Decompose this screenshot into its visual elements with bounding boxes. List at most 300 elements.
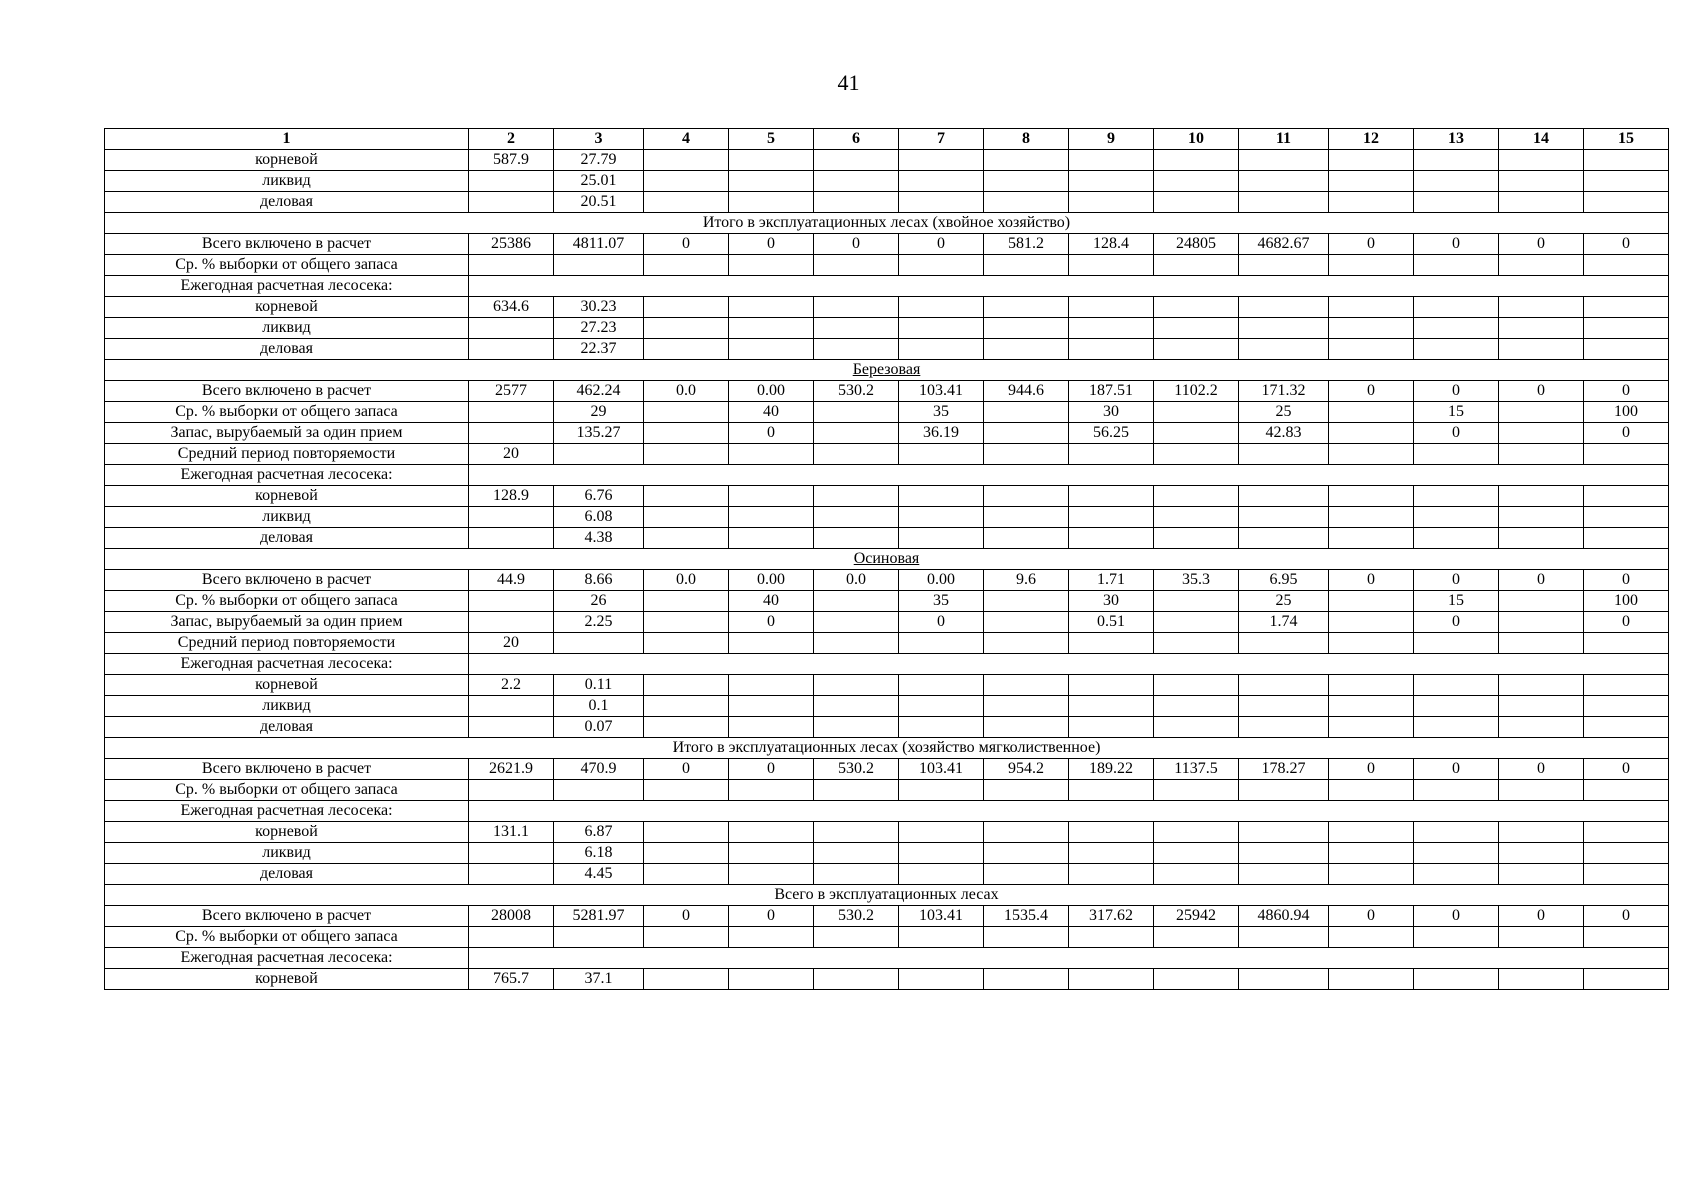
- table-cell: 0.0: [644, 570, 729, 591]
- table-cell: [1584, 297, 1669, 318]
- table-cell: [1499, 402, 1584, 423]
- table-cell: [729, 444, 814, 465]
- table-cell: [984, 297, 1069, 318]
- table-cell: 0: [729, 759, 814, 780]
- table-cell: [644, 969, 729, 990]
- table-cell: 103.41: [899, 906, 984, 927]
- table-cell: [1584, 675, 1669, 696]
- table-cell: [1069, 297, 1154, 318]
- row-label: Ср. % выборки от общего запаса: [105, 591, 469, 612]
- table-cell: [814, 864, 899, 885]
- row-label: ликвид: [105, 843, 469, 864]
- row-label: Всего включено в расчет: [105, 381, 469, 402]
- table-cell: 100: [1584, 402, 1669, 423]
- table-cell: [899, 318, 984, 339]
- table-cell: [984, 528, 1069, 549]
- table-cell: [899, 696, 984, 717]
- table-cell: [899, 633, 984, 654]
- section-header-row: [105, 213, 1669, 234]
- empty-merged-cell: [469, 801, 1669, 822]
- table-cell: 171.32: [1239, 381, 1329, 402]
- table-cell: [814, 969, 899, 990]
- table-cell: [899, 927, 984, 948]
- row-label: корневой: [105, 297, 469, 318]
- table-cell: [1329, 339, 1414, 360]
- forest-calculation-table: [104, 128, 1669, 990]
- row-label: ликвид: [105, 318, 469, 339]
- table-cell: 40: [729, 591, 814, 612]
- table-cell: [899, 528, 984, 549]
- row-label: Ежегодная расчетная лесосека:: [105, 801, 469, 822]
- table-cell: [1499, 528, 1584, 549]
- table-cell: [644, 318, 729, 339]
- table-cell: [1329, 171, 1414, 192]
- table-cell: [469, 843, 554, 864]
- table-cell: 317.62: [1069, 906, 1154, 927]
- row-label: корневой: [105, 822, 469, 843]
- table-cell: [1154, 423, 1239, 444]
- table-cell: [984, 927, 1069, 948]
- table-cell: 40: [729, 402, 814, 423]
- table-cell: [469, 864, 554, 885]
- table-cell: [1414, 318, 1499, 339]
- table-cell: [1329, 843, 1414, 864]
- table-cell: [1414, 507, 1499, 528]
- table-cell: [1329, 717, 1414, 738]
- table-cell: [1499, 822, 1584, 843]
- table-cell: [1239, 150, 1329, 171]
- table-cell: 0.00: [899, 570, 984, 591]
- table-cell: [729, 843, 814, 864]
- table-row: [105, 822, 1669, 843]
- table-cell: [1329, 864, 1414, 885]
- table-cell: [1154, 528, 1239, 549]
- table-cell: [644, 192, 729, 213]
- table-cell: [729, 675, 814, 696]
- table-cell: 0: [729, 906, 814, 927]
- row-label: Запас, вырубаемый за один прием: [105, 612, 469, 633]
- table-cell: 25386: [469, 234, 554, 255]
- table-cell: 189.22: [1069, 759, 1154, 780]
- column-header: 6: [814, 129, 899, 150]
- row-label: ликвид: [105, 171, 469, 192]
- table-cell: [1329, 297, 1414, 318]
- table-cell: [1414, 192, 1499, 213]
- table-cell: [1069, 318, 1154, 339]
- table-cell: 5281.97: [554, 906, 644, 927]
- table-cell: [469, 696, 554, 717]
- table-cell: [729, 717, 814, 738]
- table-cell: [1414, 633, 1499, 654]
- table-cell: [1154, 339, 1239, 360]
- table-cell: [1584, 318, 1669, 339]
- section-title-text: Осиновая: [853, 550, 920, 567]
- table-cell: [729, 864, 814, 885]
- table-cell: [899, 780, 984, 801]
- table-cell: 954.2: [984, 759, 1069, 780]
- section-title: [105, 885, 1669, 906]
- table-cell: [1154, 591, 1239, 612]
- table-cell: [1154, 675, 1239, 696]
- subheading-row: [105, 948, 1669, 969]
- table-cell: 0.51: [1069, 612, 1154, 633]
- table-cell: [1239, 255, 1329, 276]
- table-cell: 25.01: [554, 171, 644, 192]
- table-cell: [729, 696, 814, 717]
- page-number: 41: [837, 70, 860, 95]
- table-cell: 0: [1414, 906, 1499, 927]
- table-cell: [644, 717, 729, 738]
- table-cell: [1069, 843, 1154, 864]
- table-cell: [469, 423, 554, 444]
- row-label: деловая: [105, 717, 469, 738]
- table-cell: [814, 192, 899, 213]
- table-row: [105, 150, 1669, 171]
- table-row: [105, 906, 1669, 927]
- table-cell: [1329, 612, 1414, 633]
- table-cell: [814, 339, 899, 360]
- table-cell: [1239, 444, 1329, 465]
- table-cell: [1329, 822, 1414, 843]
- table-cell: [1069, 633, 1154, 654]
- table-cell: [1069, 255, 1154, 276]
- table-cell: [899, 192, 984, 213]
- section-title: [105, 549, 1669, 570]
- table-cell: [644, 507, 729, 528]
- table-cell: 1.74: [1239, 612, 1329, 633]
- table-cell: 2.25: [554, 612, 644, 633]
- table-cell: 0.0: [644, 381, 729, 402]
- table-cell: [1414, 486, 1499, 507]
- table-row: [105, 696, 1669, 717]
- table-cell: [1154, 297, 1239, 318]
- table-cell: [984, 633, 1069, 654]
- table-cell: 0: [899, 234, 984, 255]
- table-cell: [1154, 402, 1239, 423]
- table-cell: 0.11: [554, 675, 644, 696]
- column-header: 8: [984, 129, 1069, 150]
- table-cell: 30: [1069, 591, 1154, 612]
- table-cell: [469, 528, 554, 549]
- table-cell: [814, 423, 899, 444]
- table-cell: [899, 171, 984, 192]
- table-cell: [984, 717, 1069, 738]
- table-cell: 530.2: [814, 381, 899, 402]
- table-cell: [729, 318, 814, 339]
- column-header: 5: [729, 129, 814, 150]
- table-row: [105, 969, 1669, 990]
- row-label: Ежегодная расчетная лесосека:: [105, 276, 469, 297]
- table-row: [105, 255, 1669, 276]
- table-cell: 530.2: [814, 906, 899, 927]
- table-cell: 1137.5: [1154, 759, 1239, 780]
- table-cell: 0: [1584, 381, 1669, 402]
- table-row: [105, 570, 1669, 591]
- table-cell: [1239, 192, 1329, 213]
- table-cell: [1069, 969, 1154, 990]
- table-row: [105, 528, 1669, 549]
- table-cell: [984, 675, 1069, 696]
- table-cell: 0: [1499, 759, 1584, 780]
- empty-merged-cell: [469, 948, 1669, 969]
- table-cell: [469, 780, 554, 801]
- row-label: Средний период повторяемости: [105, 633, 469, 654]
- table-cell: 0: [729, 612, 814, 633]
- table-cell: [1069, 528, 1154, 549]
- row-label: Всего включено в расчет: [105, 234, 469, 255]
- table-cell: [644, 780, 729, 801]
- column-header: 15: [1584, 129, 1669, 150]
- table-cell: [1239, 297, 1329, 318]
- table-cell: 4.38: [554, 528, 644, 549]
- table-cell: 0: [1414, 423, 1499, 444]
- table-cell: [729, 192, 814, 213]
- table-cell: [899, 717, 984, 738]
- section-header-row: [105, 549, 1669, 570]
- table-cell: 6.87: [554, 822, 644, 843]
- table-cell: 20.51: [554, 192, 644, 213]
- table-cell: [1499, 297, 1584, 318]
- table-cell: [814, 696, 899, 717]
- table-cell: 28008: [469, 906, 554, 927]
- table-cell: [1499, 255, 1584, 276]
- table-cell: [1239, 969, 1329, 990]
- table-cell: 6.18: [554, 843, 644, 864]
- column-number-header-row: [105, 129, 1669, 150]
- subheading-row: [105, 801, 1669, 822]
- table-cell: [1584, 927, 1669, 948]
- table-cell: [729, 633, 814, 654]
- table-cell: 0: [1329, 570, 1414, 591]
- table-row: [105, 402, 1669, 423]
- table-cell: [1239, 717, 1329, 738]
- table-cell: 56.25: [1069, 423, 1154, 444]
- table-cell: [1499, 780, 1584, 801]
- table-cell: [1584, 717, 1669, 738]
- table-cell: [1584, 969, 1669, 990]
- table-cell: [1414, 150, 1499, 171]
- table-cell: 0: [644, 759, 729, 780]
- table-cell: 0.00: [729, 570, 814, 591]
- table-cell: 587.9: [469, 150, 554, 171]
- table-cell: [644, 486, 729, 507]
- table-cell: 35: [899, 402, 984, 423]
- table-cell: [984, 843, 1069, 864]
- table-cell: [1499, 423, 1584, 444]
- table-cell: [1499, 717, 1584, 738]
- table-cell: [1499, 927, 1584, 948]
- table-cell: [554, 633, 644, 654]
- table-cell: [899, 150, 984, 171]
- table-cell: [1239, 864, 1329, 885]
- table-cell: [729, 927, 814, 948]
- table-cell: 0: [644, 906, 729, 927]
- table-cell: [1414, 843, 1499, 864]
- table-cell: [1069, 192, 1154, 213]
- table-cell: [644, 591, 729, 612]
- table-cell: [554, 444, 644, 465]
- table-cell: 0: [1584, 423, 1669, 444]
- table-cell: 4811.07: [554, 234, 644, 255]
- table-cell: 42.83: [1239, 423, 1329, 444]
- table-cell: [1239, 318, 1329, 339]
- row-label: Ср. % выборки от общего запаса: [105, 927, 469, 948]
- table-cell: [1499, 444, 1584, 465]
- table-cell: [814, 507, 899, 528]
- column-header: 1: [105, 129, 469, 150]
- table-cell: 2577: [469, 381, 554, 402]
- table-cell: [984, 822, 1069, 843]
- table-cell: [644, 423, 729, 444]
- row-label: Всего включено в расчет: [105, 906, 469, 927]
- table-cell: [814, 297, 899, 318]
- row-label: Ежегодная расчетная лесосека:: [105, 465, 469, 486]
- table-cell: [644, 633, 729, 654]
- table-cell: [1069, 486, 1154, 507]
- subheading-row: [105, 654, 1669, 675]
- table-cell: [1329, 528, 1414, 549]
- table-cell: [984, 864, 1069, 885]
- table-cell: [1069, 507, 1154, 528]
- table-cell: [984, 969, 1069, 990]
- row-label: Ср. % выборки от общего запаса: [105, 402, 469, 423]
- row-label: ликвид: [105, 696, 469, 717]
- table-cell: [1499, 192, 1584, 213]
- table-cell: 128.4: [1069, 234, 1154, 255]
- table-cell: [1414, 864, 1499, 885]
- table-cell: [984, 339, 1069, 360]
- table-cell: 0: [1499, 381, 1584, 402]
- table-cell: [1069, 675, 1154, 696]
- table-row: [105, 507, 1669, 528]
- table-cell: 0: [729, 234, 814, 255]
- table-cell: [1154, 486, 1239, 507]
- table-cell: 25: [1239, 402, 1329, 423]
- table-cell: 36.19: [899, 423, 984, 444]
- table-cell: [1584, 444, 1669, 465]
- table-cell: [1329, 507, 1414, 528]
- table-cell: [1584, 633, 1669, 654]
- table-cell: [1584, 696, 1669, 717]
- table-cell: [1154, 255, 1239, 276]
- table-row: [105, 234, 1669, 255]
- table-row: [105, 171, 1669, 192]
- table-cell: [1584, 192, 1669, 213]
- table-cell: [644, 927, 729, 948]
- table-cell: [1239, 339, 1329, 360]
- table-cell: 0: [899, 612, 984, 633]
- table-cell: 470.9: [554, 759, 644, 780]
- table-cell: [1069, 927, 1154, 948]
- table-cell: [814, 612, 899, 633]
- table-cell: 0: [1499, 570, 1584, 591]
- row-label: корневой: [105, 969, 469, 990]
- table-cell: [1584, 843, 1669, 864]
- table-row: [105, 675, 1669, 696]
- table-cell: [729, 255, 814, 276]
- column-header: 4: [644, 129, 729, 150]
- table-cell: [644, 171, 729, 192]
- table-cell: [644, 864, 729, 885]
- table-cell: [1499, 864, 1584, 885]
- table-cell: [1154, 612, 1239, 633]
- table-cell: [984, 486, 1069, 507]
- table-cell: [729, 528, 814, 549]
- table-cell: 944.6: [984, 381, 1069, 402]
- table-cell: [1499, 318, 1584, 339]
- table-cell: [1329, 633, 1414, 654]
- table-cell: [1414, 717, 1499, 738]
- table-cell: [1414, 822, 1499, 843]
- table-cell: [984, 192, 1069, 213]
- table-cell: 0.1: [554, 696, 644, 717]
- table-cell: [644, 444, 729, 465]
- table-cell: 0: [814, 234, 899, 255]
- table-cell: [729, 297, 814, 318]
- table-cell: [899, 822, 984, 843]
- table-cell: [1329, 255, 1414, 276]
- table-cell: [1154, 717, 1239, 738]
- table-cell: [1499, 969, 1584, 990]
- table-cell: [1154, 780, 1239, 801]
- empty-merged-cell: [469, 654, 1669, 675]
- table-cell: 26: [554, 591, 644, 612]
- table-row: [105, 591, 1669, 612]
- table-cell: [1414, 969, 1499, 990]
- table-cell: [899, 864, 984, 885]
- table-cell: [814, 717, 899, 738]
- table-cell: 6.76: [554, 486, 644, 507]
- column-header: 2: [469, 129, 554, 150]
- row-label: корневой: [105, 486, 469, 507]
- table-cell: [899, 675, 984, 696]
- table-cell: [984, 444, 1069, 465]
- table-cell: [814, 591, 899, 612]
- table-cell: [1329, 318, 1414, 339]
- table-cell: [554, 927, 644, 948]
- section-title-text: Всего в эксплуатационных лесах: [774, 886, 999, 903]
- table-cell: [1154, 171, 1239, 192]
- table-cell: 128.9: [469, 486, 554, 507]
- table-cell: [1499, 507, 1584, 528]
- table-cell: [1069, 864, 1154, 885]
- table-cell: [1239, 927, 1329, 948]
- section-title: [105, 738, 1669, 759]
- table-cell: [1239, 171, 1329, 192]
- table-cell: 0: [729, 423, 814, 444]
- table-cell: [1239, 696, 1329, 717]
- column-header: 9: [1069, 129, 1154, 150]
- table-row: [105, 297, 1669, 318]
- table-cell: [1499, 633, 1584, 654]
- table-cell: [814, 318, 899, 339]
- table-cell: [729, 339, 814, 360]
- empty-merged-cell: [469, 465, 1669, 486]
- table-cell: 4860.94: [1239, 906, 1329, 927]
- table-cell: [1239, 675, 1329, 696]
- table-cell: [1239, 528, 1329, 549]
- table-cell: [814, 150, 899, 171]
- table-cell: [1329, 591, 1414, 612]
- table-cell: [1239, 843, 1329, 864]
- table-cell: [1329, 423, 1414, 444]
- table-cell: [1329, 675, 1414, 696]
- table-cell: [1154, 150, 1239, 171]
- table-cell: 581.2: [984, 234, 1069, 255]
- table-cell: 30.23: [554, 297, 644, 318]
- table-cell: 103.41: [899, 759, 984, 780]
- table-cell: [1584, 822, 1669, 843]
